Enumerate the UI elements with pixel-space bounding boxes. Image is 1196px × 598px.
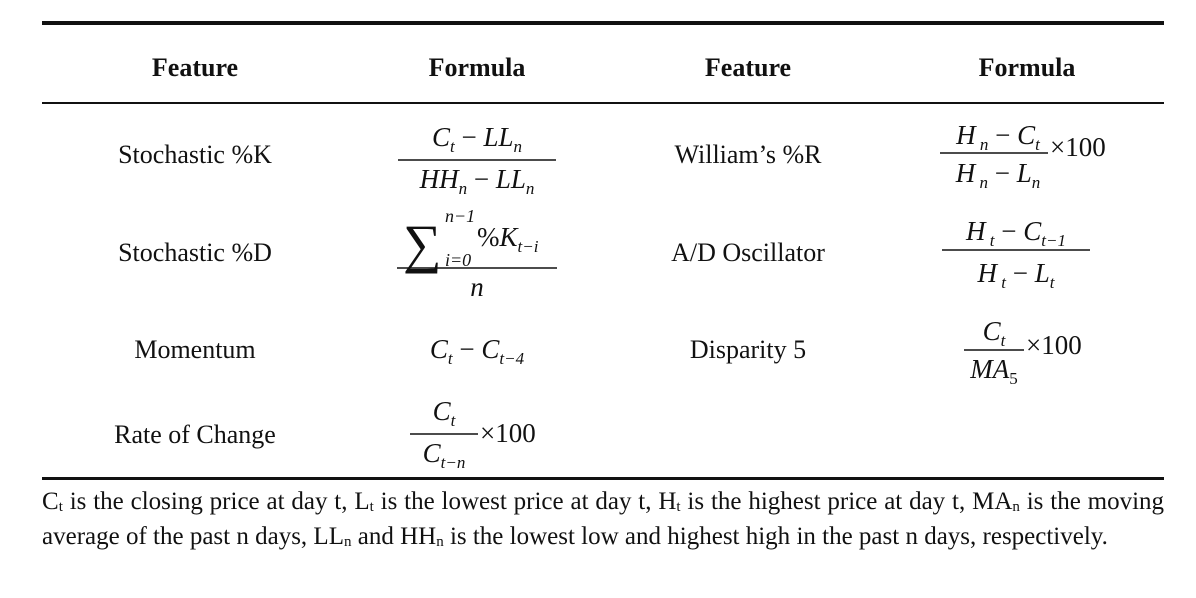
formula-momentum xyxy=(348,322,606,378)
feature-ad-oscillator: A/D Oscillator xyxy=(671,238,825,267)
feature-stochastic-k: Stochastic %K xyxy=(118,140,272,169)
feature-momentum: Momentum xyxy=(134,335,256,364)
table-footnote: $C_t$ is the closing price at day t, $L_t$ is the lowest price at day t, $H_t$ is the highest price at day t, $MA_n$ is the moving average of the past n days, $LL_n$ and $HH_n$ is the lowest low and highest high in the past n days, respectively. xyxy=(42,488,1165,550)
formula-stochastic-d xyxy=(348,200,606,308)
header-formula-left: Formula xyxy=(428,53,526,82)
svg-text:H t − Ct−1: H $_t - C_{t-1}$ xyxy=(966,216,1066,250)
table-header-rule xyxy=(42,102,1164,104)
header-formula-right: Formula xyxy=(978,53,1076,82)
svg-text:Ct: $C_t$ xyxy=(432,396,456,430)
table-top-rule xyxy=(42,21,1164,25)
formula-ad-oscillator xyxy=(890,206,1164,298)
formula-disparity-5 xyxy=(890,310,1164,392)
svg-text:Ct: $C_t$ xyxy=(982,316,1006,350)
svg-text:H n − Ln: H $_n - L_n$ xyxy=(955,158,1041,192)
svg-text:%Kt−i: $\%K_{t-i}$ xyxy=(477,222,539,256)
svg-text:∑: ∑ xyxy=(403,214,442,274)
table-bottom-rule xyxy=(42,477,1164,480)
svg-text:Ct − Ct−4: $C_t - C_{t-4}$ xyxy=(429,334,525,368)
feature-disparity-5: Disparity 5 xyxy=(689,335,807,364)
header-feature-right: Feature xyxy=(704,53,792,82)
header-feature-left: Feature xyxy=(151,53,239,82)
svg-text:Ct − LLn: $C_t - LL_n$ xyxy=(431,122,523,156)
svg-text:×100: ×100 xyxy=(480,418,536,448)
formula-williams-r xyxy=(890,108,1164,200)
svg-text:×100: ×100 xyxy=(1050,132,1106,162)
svg-text:HHn − LLn: $HH_n - LL_n$ xyxy=(419,164,535,198)
formula-rate-of-change xyxy=(348,394,606,476)
feature-stochastic-d: Stochastic %D xyxy=(118,238,272,267)
svg-text:H n − Ct: H $_n - C_t$ xyxy=(956,120,1040,154)
feature-williams-r: William’s %R xyxy=(674,140,822,169)
svg-text:n−1: n−1 xyxy=(445,206,476,226)
feature-rate-of-change: Rate of Change xyxy=(114,420,276,449)
svg-text:Ct−n: $C_{t-n}$ xyxy=(422,438,466,472)
svg-text:H t − Lt: H $_t - L_t$ xyxy=(977,258,1055,292)
svg-text:i=0: i=0 xyxy=(445,250,472,270)
svg-text:MA5: $MA_5$ xyxy=(970,354,1018,388)
svg-text:n: n xyxy=(470,272,484,302)
svg-text:×100: ×100 xyxy=(1026,330,1082,360)
formula-stochastic-k xyxy=(348,108,606,200)
feature-empty-cell xyxy=(606,410,890,460)
